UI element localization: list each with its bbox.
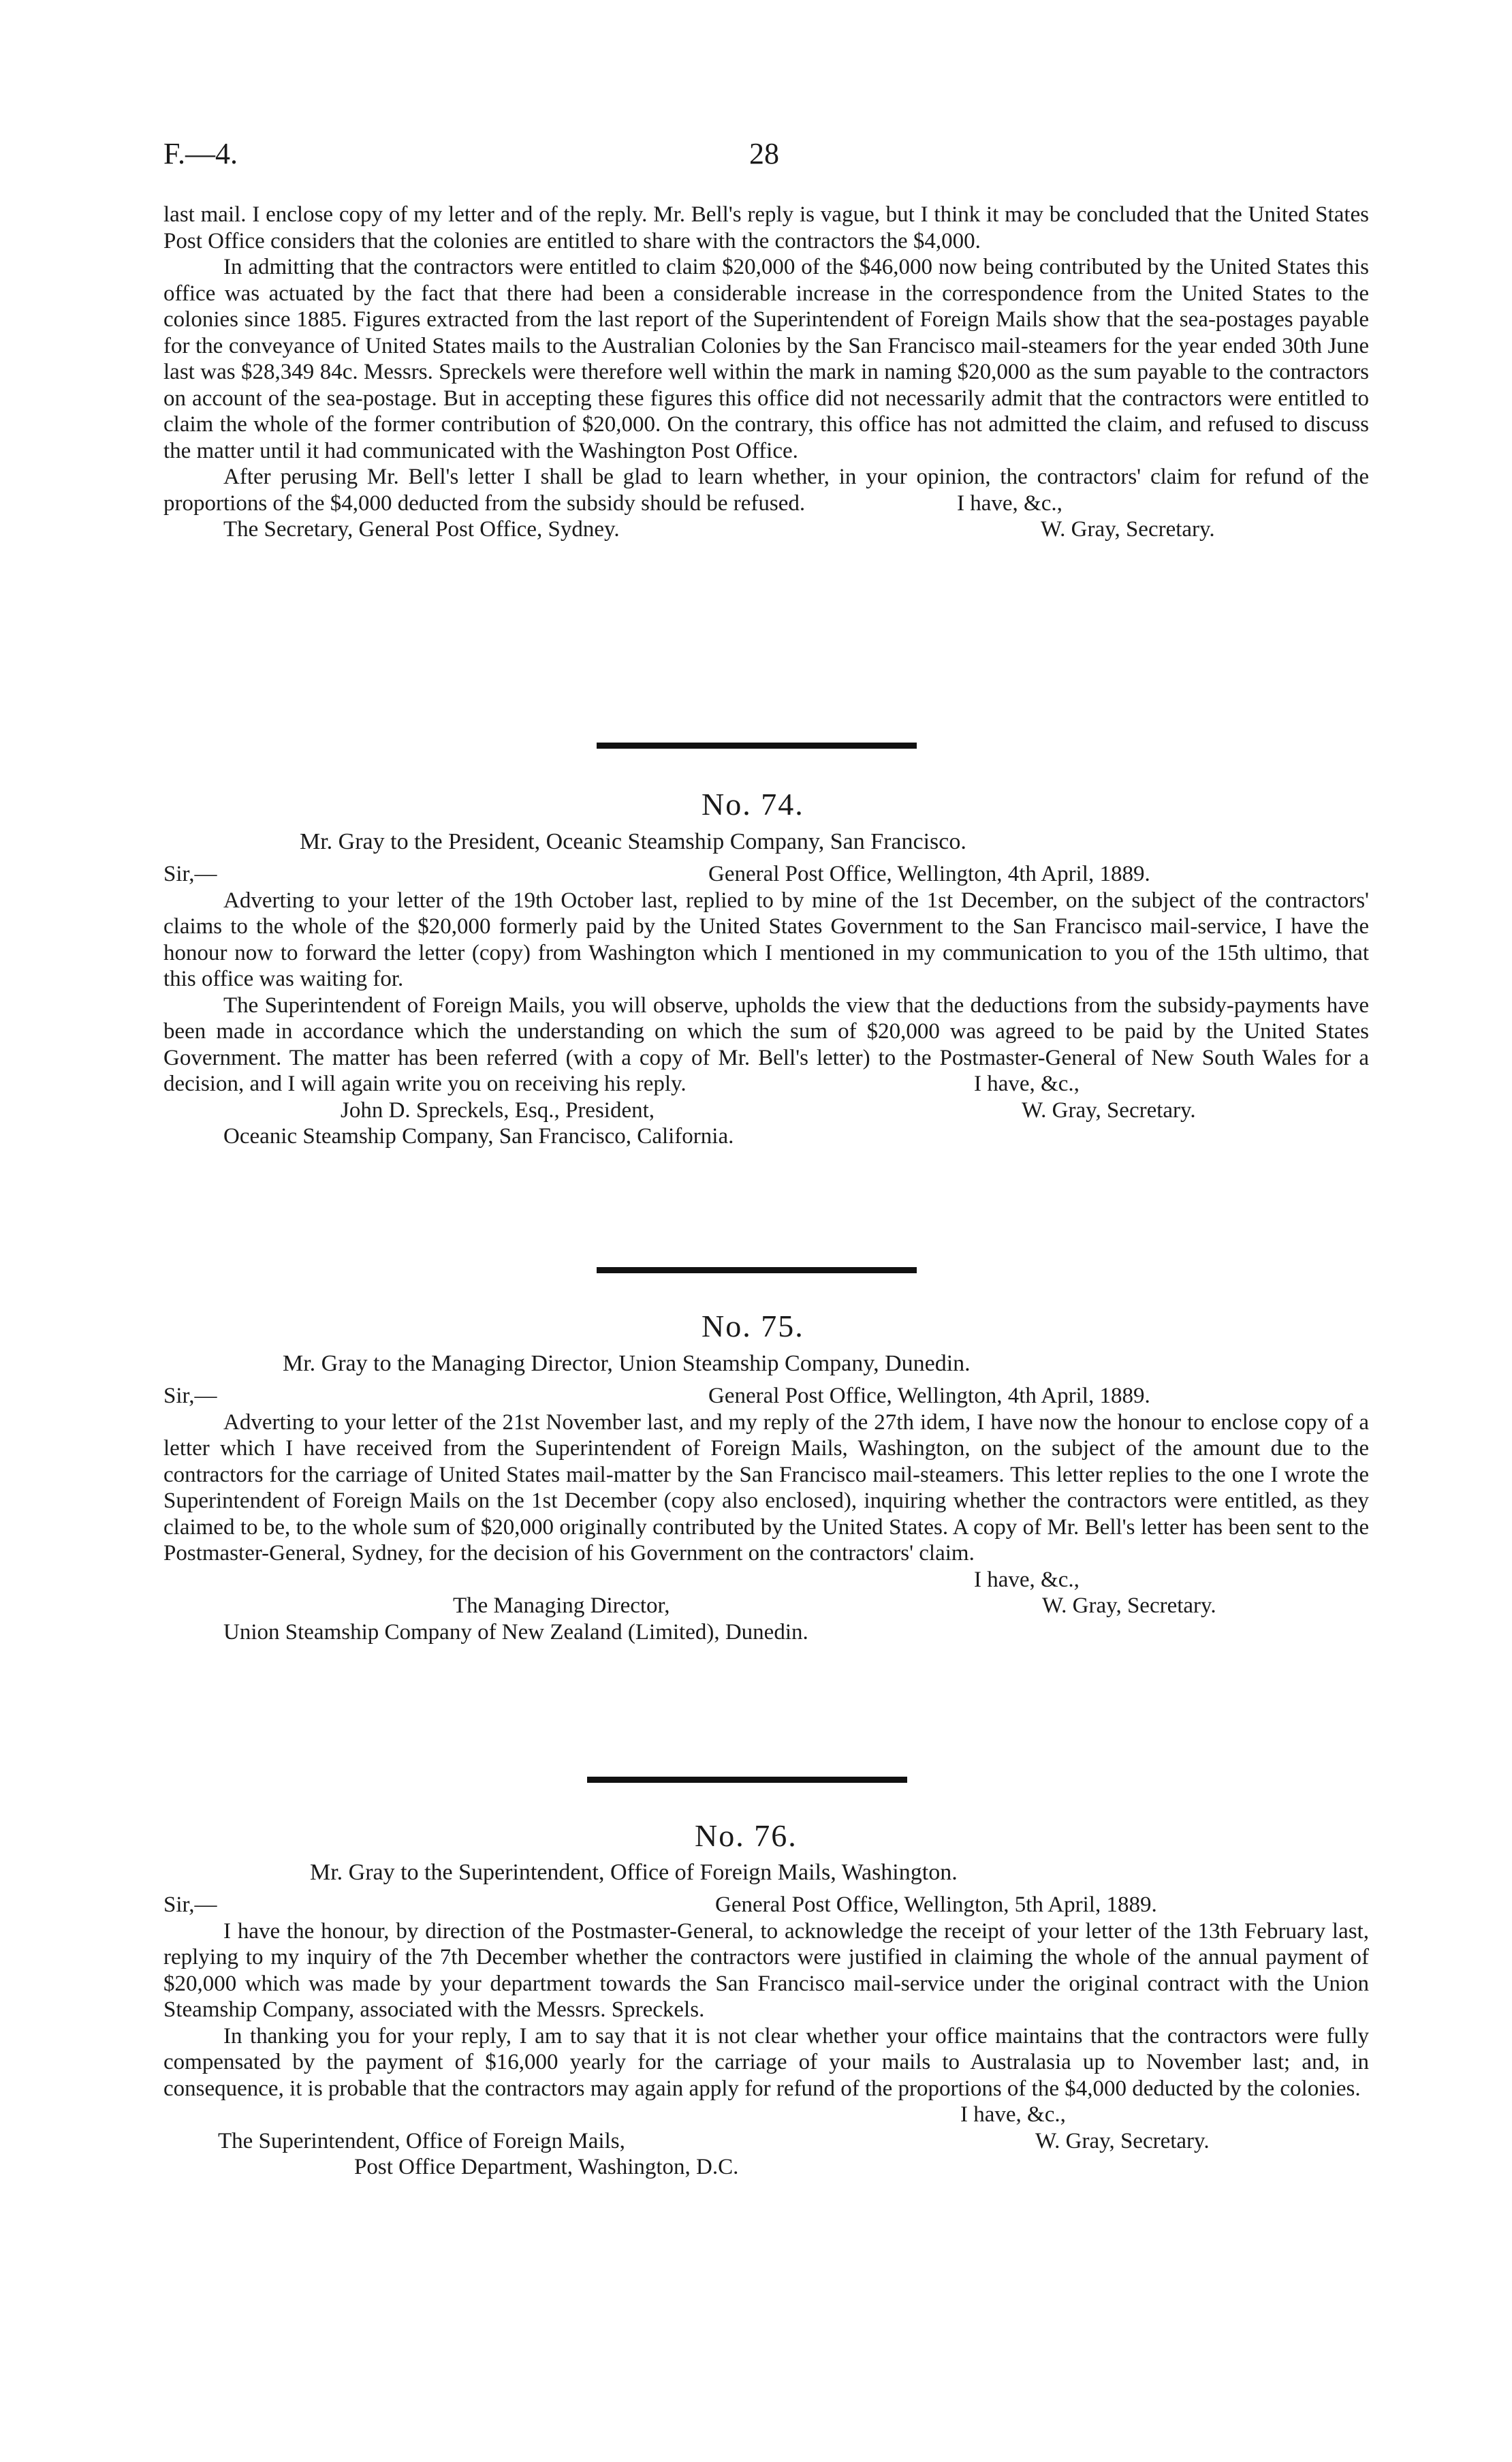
salutation: Sir,—	[163, 862, 217, 886]
salutation: Sir,—	[163, 1384, 217, 1408]
intro-paragraph-1: last mail. I enclose copy of my letter and of the reply. Mr. Bell's reply is vague, but I think it may be concluded that the United States Post Office considers that the colonies are entitled to share with the contractors the $4,000.	[163, 202, 1369, 253]
intro-closing: I have, &c.,	[957, 490, 1062, 516]
dateline: General Post Office, Wellington, 4th April, 1889.	[708, 862, 1150, 886]
letter-number: No. 74.	[702, 787, 804, 822]
letter-title: Mr. Gray to the Superintendent, Office of Foreign Mails, Washington.	[310, 1860, 958, 1885]
dateline: General Post Office, Wellington, 5th April, 1889.	[715, 1892, 1157, 1917]
letter-number: No. 76.	[695, 1818, 798, 1853]
addressee-line-1: John D. Spreckels, Esq., President,	[341, 1097, 655, 1123]
addressee-line-2: Post Office Department, Washington, D.C.	[354, 2155, 739, 2179]
closing: I have, &c.,	[960, 2102, 1066, 2127]
signature: W. Gray, Secretary.	[1022, 1097, 1196, 1123]
intro-section	[163, 202, 1369, 543]
salutation: Sir,—	[163, 1892, 217, 1917]
signature: W. Gray, Secretary.	[1042, 1593, 1216, 1618]
section-divider	[597, 743, 917, 749]
letter-76	[163, 1892, 1369, 2181]
addressee-line-1: The Managing Director,	[453, 1593, 670, 1618]
letter-title: Mr. Gray to the President, Oceanic Steamship Company, San Francisco.	[300, 829, 966, 854]
addressee-line-2: Union Steamship Company of New Zealand (Limited), Dunedin.	[223, 1619, 808, 1645]
section-divider	[597, 1267, 917, 1273]
intro-signature: W. Gray, Secretary.	[1041, 517, 1215, 542]
letter-number: No. 75.	[702, 1309, 804, 1343]
letter-paragraph: In thanking you for your reply, I am to say that it is not clear whether your office maintains that the contractors were fully compensated by the payment of $16,000 yearly for the carriage of your mails to Australasia up to November last; and, in consequence, it is probable that the contractors may again apply for refund of the proportions of the $4,000 deducted by the colonies.	[163, 2023, 1369, 2101]
series-label: F.—4.	[163, 137, 238, 170]
page-number: 28	[749, 137, 779, 170]
dateline: General Post Office, Wellington, 4th April, 1889.	[708, 1384, 1150, 1408]
letter-74	[163, 861, 1369, 1150]
letter-title: Mr. Gray to the Managing Director, Union Steamship Company, Dunedin.	[283, 1351, 971, 1376]
intro-paragraph-2: In admitting that the contractors were entitled to claim $20,000 of the $46,000 now being contributed by the United States this office was actuated by the fact that there had been a considerable increase in the correspondence from the United States to the colonies since 1885. Figures extracted from the last report of the Superintendent of Foreign Mails show that the sea-postages payable for the conveyance of United States mails to the Australian Colonies by the San Francisco mail-steamers for the year ended 30th June last was $28,349 84c. Messrs. Spreckels were therefore well within the mark in naming $20,000 as the sum payable to the contractors on account of the sea-postage. But in accepting these figures this office did not necessarily admit that the contractors were entitled to claim the whole of the former contribution of $20,000. On the contrary, this office has not admitted the claim, and refused to discuss the matter until it had communicated with the Washington Post Office.	[163, 255, 1369, 463]
addressee-line-2: Oceanic Steamship Company, San Francisco, California.	[223, 1124, 734, 1149]
signature: W. Gray, Secretary.	[1035, 2128, 1210, 2153]
letter-75	[163, 1383, 1369, 1645]
section-divider	[587, 1777, 907, 1783]
addressee-line-1: The Superintendent, Office of Foreign Mails,	[218, 2128, 625, 2153]
closing: I have, &c.,	[974, 1072, 1080, 1096]
letter-paragraph: Adverting to your letter of the 21st November last, and my reply of the 27th idem, I have now the honour to enclose copy of a letter which I have received from the Superintendent of Foreign Mails, Washington, on the subject of the amount due to the contractors for the carriage of United States mail-matter by the San Francisco mail-steamers. This letter replies to the one I wrote the Superintendent of Foreign Mails on the 1st December (copy also enclosed), inquiring whether the contractors were entitled, as they claimed to be, to the whole sum of $20,000 originally contributed by the United States. A copy of Mr. Bell's letter has been sent to the Postmaster-General, Sydney, for the decision of his Government on the contractors' claim.	[163, 1409, 1369, 1565]
intro-paragraph-3: After perusing Mr. Bell's letter I shall be glad to learn whether, in your opinion, the contractors' claim for refund of the proportions of the $4,000 deducted from the subsidy should be refused.	[163, 465, 1369, 516]
closing: I have, &c.,	[974, 1567, 1080, 1592]
letter-paragraph: I have the honour, by direction of the Postmaster-General, to acknowledge the receipt of your letter of the 13th February last, replying to my inquiry of the 7th December whether the contractors were justified in claiming the whole of the annual payment of $20,000 which was made by your department towards the San Francisco mail-service under the original contract with the Union Steamship Company, associated with the Messrs. Spreckels.	[163, 1918, 1369, 2022]
intro-addressee: The Secretary, General Post Office, Sydney.	[223, 517, 620, 542]
letter-paragraph: The Superintendent of Foreign Mails, you will observe, upholds the view that the deductions from the subsidy-payments have been made in accordance which the understanding on which the sum of $20,000 was agreed to be paid by the United States Government. The matter has been referred (with a copy of Mr. Bell's letter) to the Postmaster-General of New South Wales for a decision, and I will again write you on receiving his reply.	[163, 993, 1369, 1096]
letter-paragraph: Adverting to your letter of the 19th October last, replied to by mine of the 1st December, on the subject of the contractors' claims to the whole of the $20,000 formerly paid by the United States Government to the San Francisco mail-service, I have the honour now to forward the letter (copy) from Washington which I mentioned in my communication to you of the 15th ultimo, that this office was waiting for.	[163, 888, 1369, 991]
